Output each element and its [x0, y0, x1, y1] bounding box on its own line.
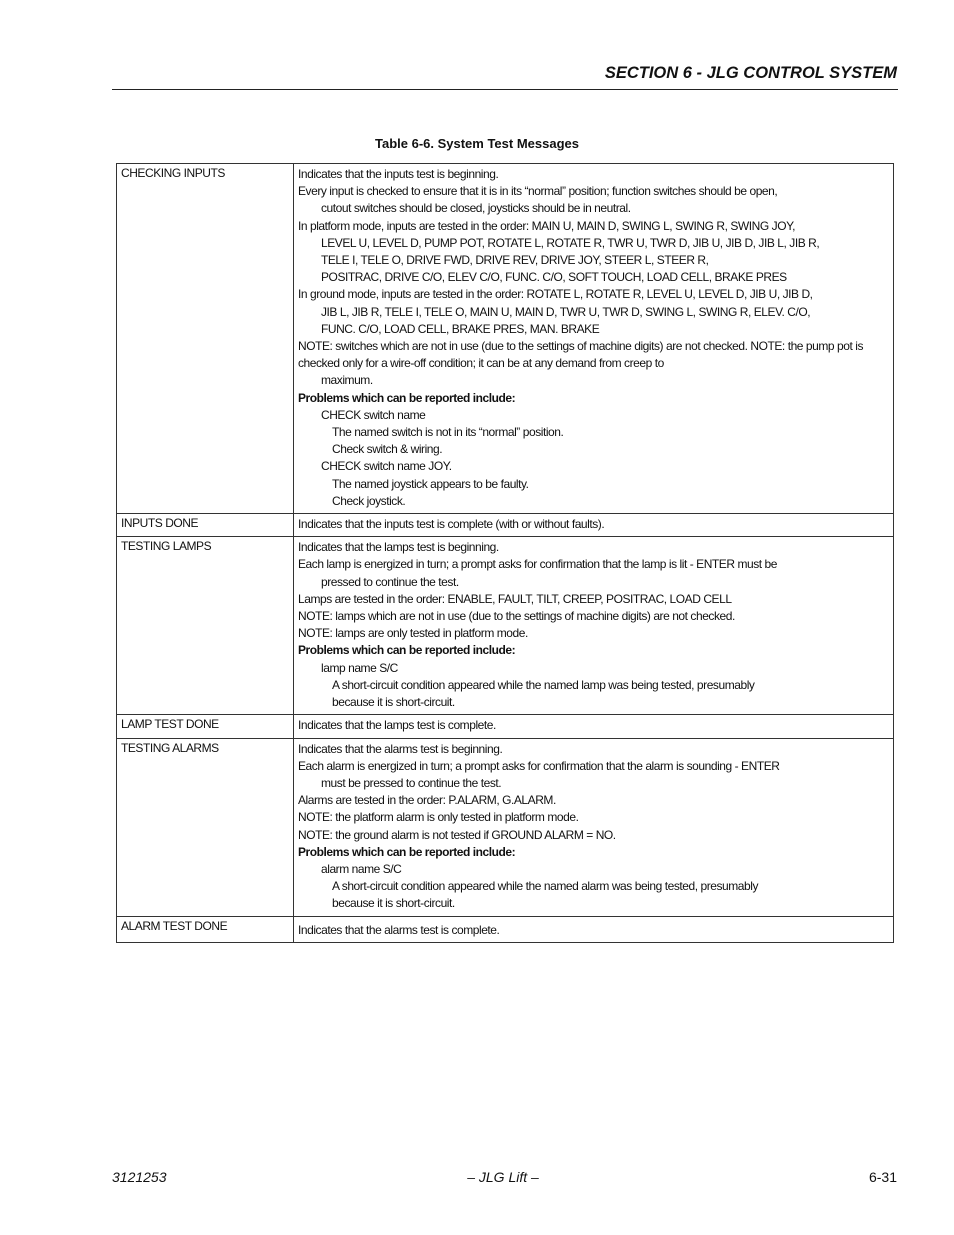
problem-explanation: A short-circuit condition appeared while the named lamp was being tested, presumably	[332, 677, 755, 692]
problem-explanation: because it is short-circuit.	[332, 695, 455, 710]
description-line: Indicates that the lamps test is beginning.	[298, 540, 499, 555]
description-line: Indicates that the lamps test is complete.	[298, 718, 496, 733]
message-description	[294, 715, 894, 738]
description-line: maximum.	[321, 373, 373, 388]
problem-explanation: Check switch & wiring.	[332, 442, 443, 457]
message-name: TESTING ALARMS	[117, 738, 294, 916]
description-line: Every input is checked to ensure that it is in its “normal” position; function switches should be open,	[298, 184, 778, 199]
description-line: cutout switches should be closed, joysticks should be in neutral.	[321, 201, 631, 216]
description-line: In platform mode, inputs are tested in the order: MAIN U, MAIN D, SWING L, SWING R, SWING JOY,	[298, 218, 795, 233]
problem-message: CHECK switch name JOY.	[321, 459, 452, 474]
description-line: Indicates that the alarms test is complete.	[298, 922, 500, 937]
system-test-messages-table	[116, 163, 894, 943]
description-line: NOTE: lamps are only tested in platform mode.	[298, 626, 528, 641]
problems-heading: Problems which can be reported include:	[298, 844, 516, 859]
description-line: LEVEL U, LEVEL D, PUMP POT, ROTATE L, ROTATE R, TWR U, TWR D, JIB U, JIB D, JIB L, JIB R,	[321, 235, 820, 250]
description-line: Indicates that the inputs test is beginning.	[298, 167, 499, 181]
description-line: TELE I, TELE O, DRIVE FWD, DRIVE REV, DRIVE JOY, STEER L, STEER R,	[321, 253, 709, 268]
table-caption: Table 6-6. System Test Messages	[374, 136, 579, 151]
document-number: 3121253	[112, 1169, 167, 1185]
description-note: NOTE: switches which are not in use (due to the settings of machine digits) are not checked. NOTE: the pump pot is checked only for a wire-off condition; it can be at any demand from creep to	[298, 339, 863, 371]
description-line: POSITRAC, DRIVE C/O, ELEV C/O, FUNC. C/O, SOFT TOUCH, LOAD CELL, BRAKE PRES	[321, 270, 787, 285]
message-description	[294, 738, 894, 916]
table-row	[117, 514, 894, 537]
description-line: must be pressed to continue the test.	[321, 775, 502, 790]
description-line: In ground mode, inputs are tested in the order: ROTATE L, ROTATE R, LEVEL U, LEVEL D, JIB U, JIB D,	[298, 287, 813, 302]
problem-explanation: Check joystick.	[332, 493, 406, 508]
description-line: Each lamp is energized in turn; a prompt asks for confirmation that the lamp is lit - ENTER must be	[298, 557, 777, 572]
message-name: ALARM TEST DONE	[117, 916, 294, 942]
table-row	[117, 738, 894, 916]
problem-explanation: A short-circuit condition appeared while the named alarm was being tested, presumably	[332, 879, 759, 894]
message-description	[294, 514, 894, 537]
description-line: NOTE: the platform alarm is only tested in platform mode.	[298, 810, 579, 825]
problems-heading: Problems which can be reported include:	[298, 643, 516, 658]
publisher-footer: – JLG Lift –	[467, 1169, 539, 1185]
description-line: Indicates that the alarms test is beginning.	[298, 741, 503, 756]
problem-explanation: The named switch is not in its “normal” position.	[332, 425, 564, 440]
section-title: SECTION 6 - JLG CONTROL SYSTEM	[604, 64, 897, 82]
description-line: Indicates that the inputs test is complete (with or without faults).	[298, 517, 605, 532]
description-line: pressed to continue the test.	[321, 574, 459, 589]
problem-message: CHECK switch name	[321, 407, 426, 422]
table-row	[117, 715, 894, 738]
description-line: Each alarm is energized in turn; a prompt asks for confirmation that the alarm is sounding - ENTER	[298, 758, 780, 773]
message-name: INPUTS DONE	[117, 514, 294, 537]
message-name: LAMP TEST DONE	[117, 715, 294, 738]
problem-explanation: The named joystick appears to be faulty.	[332, 476, 529, 491]
header-rule	[112, 89, 898, 90]
table-row	[117, 537, 894, 715]
description-line: Lamps are tested in the order: ENABLE, FAULT, TILT, CREEP, POSITRAC, LOAD CELL	[298, 591, 732, 606]
message-name: CHECKING INPUTS	[117, 164, 294, 514]
message-description	[294, 537, 894, 715]
description-line: NOTE: lamps which are not in use (due to the settings of machine digits) are not checked.	[298, 609, 735, 624]
message-description	[294, 916, 894, 942]
message-name: TESTING LAMPS	[117, 537, 294, 715]
description-line: FUNC. C/O, LOAD CELL, BRAKE PRES, MAN. BRAKE	[321, 321, 600, 336]
message-description	[294, 164, 894, 514]
description-line: Alarms are tested in the order: P.ALARM, G.ALARM.	[298, 793, 556, 808]
problems-heading: Problems which can be reported include:	[298, 390, 516, 405]
table-row	[117, 916, 894, 942]
problem-message: alarm name S/C	[321, 861, 402, 876]
problem-explanation: because it is short-circuit.	[332, 896, 455, 911]
description-line: NOTE: the ground alarm is not tested if GROUND ALARM = NO.	[298, 827, 616, 842]
table-row	[117, 164, 894, 514]
problem-message: lamp name S/C	[321, 660, 398, 675]
page-number: 6-31	[868, 1169, 897, 1185]
description-line: JIB L, JIB R, TELE I, TELE O, MAIN U, MAIN D, TWR U, TWR D, SWING L, SWING R, ELEV. C/O,	[321, 304, 811, 319]
